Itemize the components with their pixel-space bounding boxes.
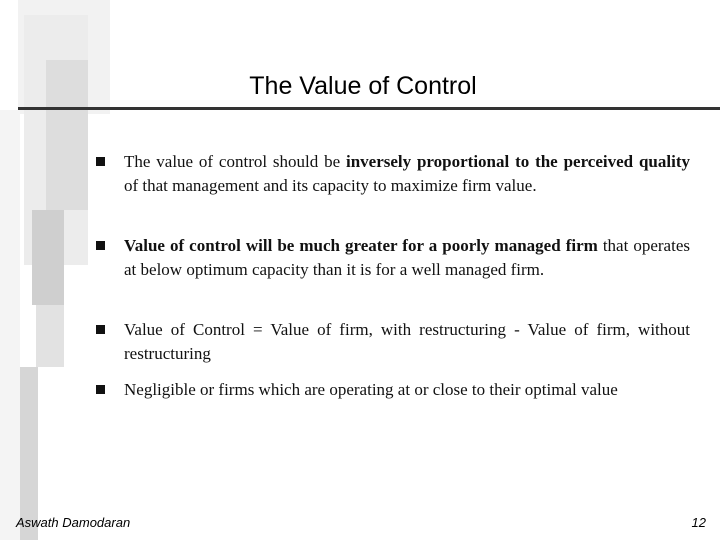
bullet-text <box>124 234 690 282</box>
bullet-text <box>124 378 690 402</box>
bullet-text-run: Value of Control = Value of firm, with restructuring - Value of firm, without restructuring <box>124 320 690 363</box>
bullet-text-run: of that management and its capacity to maximize firm value. <box>124 176 537 195</box>
square-bullet-icon <box>96 325 105 334</box>
bullet-item <box>96 234 690 318</box>
bullet-text-bold: inversely proportional to the perceived quality <box>345 152 690 171</box>
decor-block-bottom-left <box>0 110 20 540</box>
bullet-item <box>96 318 690 378</box>
footer-author: Aswath Damodaran <box>16 515 131 530</box>
square-bullet-icon <box>96 157 105 166</box>
bullet-text-bold: Value of control will be much greater for a poorly managed firm <box>124 236 598 255</box>
bullet-text <box>124 318 690 366</box>
title-divider <box>18 107 720 110</box>
decor-block-strip-2 <box>36 305 64 367</box>
bullet-text-run: Negligible or firms which are operating at or close to their optimal value <box>124 380 618 399</box>
square-bullet-icon <box>96 241 105 250</box>
decor-block-strip-1 <box>32 210 64 305</box>
bullet-text-run: The value of control should be <box>124 152 346 171</box>
slide-title: The Value of Control <box>249 72 477 100</box>
square-bullet-icon <box>96 385 105 394</box>
bullet-item <box>96 378 690 438</box>
bullet-text-run: that operates at below optimum capacity than it is for a well managed firm. <box>124 236 690 279</box>
page-number: 12 <box>691 515 706 530</box>
bullet-text <box>124 150 690 198</box>
bullet-list <box>96 150 690 438</box>
bullet-item <box>96 150 690 234</box>
